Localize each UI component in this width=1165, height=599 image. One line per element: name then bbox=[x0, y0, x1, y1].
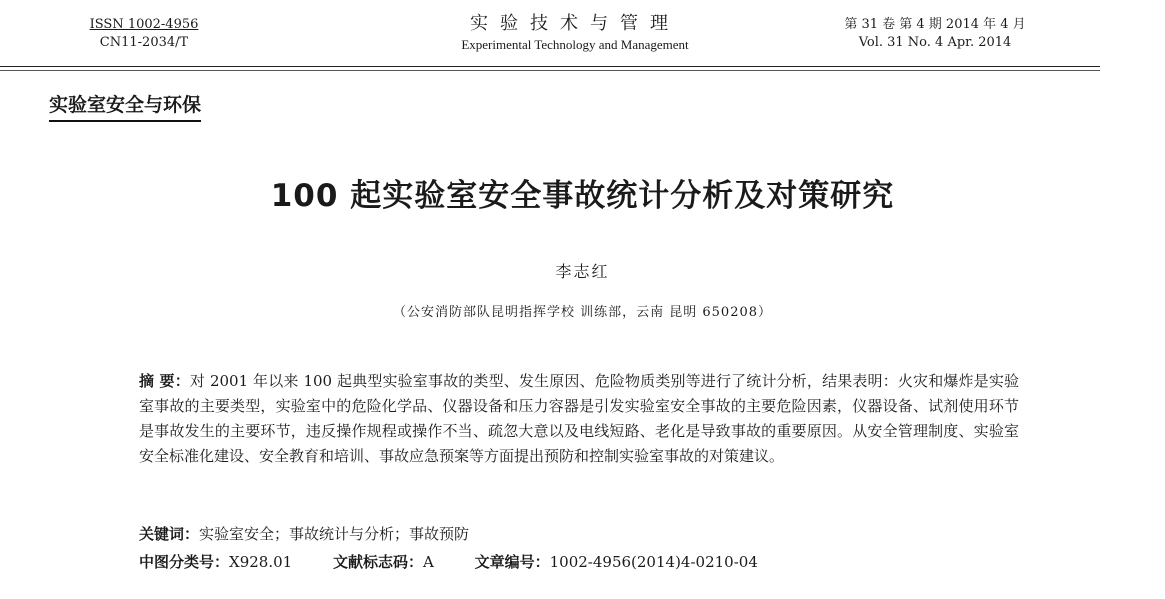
cn-number: CN11-2034/T bbox=[99, 35, 189, 50]
doc-code-value: A bbox=[422, 553, 434, 571]
doc-code-label: 文献标志码： bbox=[332, 553, 423, 571]
affiliation: （公安消防部队昆明指挥学校 训练部，云南 昆明 650208） bbox=[392, 305, 773, 320]
abstract-label: 摘 要： bbox=[139, 372, 190, 390]
keywords-label: 关键词： bbox=[139, 525, 200, 543]
header-rule bbox=[0, 66, 1100, 67]
issue-en: Vol. 31 No. 4 Apr. 2014 bbox=[858, 35, 1012, 50]
column-heading: 实验室安全与环保 bbox=[49, 92, 201, 122]
header-right bbox=[800, 16, 1070, 52]
clc-label: 中图分类号： bbox=[139, 553, 230, 571]
article-number-item bbox=[475, 553, 758, 571]
doc-code-item bbox=[333, 553, 434, 571]
keywords-text: 实验室安全；事故统计与分析；事故预防 bbox=[199, 525, 470, 543]
header-rule-thin bbox=[0, 70, 1100, 71]
clc-item bbox=[139, 553, 292, 571]
journal-title-cn: 实验技术与管理 bbox=[470, 13, 680, 34]
journal-title-en: Experimental Technology and Management bbox=[461, 37, 689, 52]
article-meta bbox=[139, 550, 1019, 575]
header-left bbox=[84, 16, 204, 52]
abstract-text: 对 2001 年以来 100 起典型实验室事故的类型、发生原因、危险物质类别等进行了统计分析，结果表明：火灾和爆炸是实验室事故的主要类型，实验室中的危险化学品、仪器设备和压力容器是引发实验室安全事故的主要危险因素，仪器设备、试剂使用环节是事故发生的主要环节，违反操作规程或操作不当、疏忽大意以及电线短路、老化是导致事故的重要原因。从安全管理制度、实验室安全标准化建设、安全教育和培训、事故应急预案等方面提出预防和控制实验室事故的对策建议。 bbox=[139, 372, 1019, 465]
issn: ISSN 1002-4956 bbox=[89, 17, 199, 32]
abstract bbox=[139, 369, 1019, 469]
clc-value: X928.01 bbox=[229, 553, 293, 571]
keywords bbox=[139, 522, 1019, 547]
author: 李志红 bbox=[555, 262, 610, 281]
article-number-label: 文章编号： bbox=[474, 553, 550, 571]
article-number-value: 1002-4956(2014)4-0210-04 bbox=[549, 553, 758, 571]
issue-cn: 第 31 卷 第 4 期 2014 年 4 月 bbox=[844, 17, 1026, 32]
article-title: 100 起实验室安全事故统计分析及对策研究 bbox=[270, 178, 895, 214]
header-center bbox=[410, 12, 740, 54]
